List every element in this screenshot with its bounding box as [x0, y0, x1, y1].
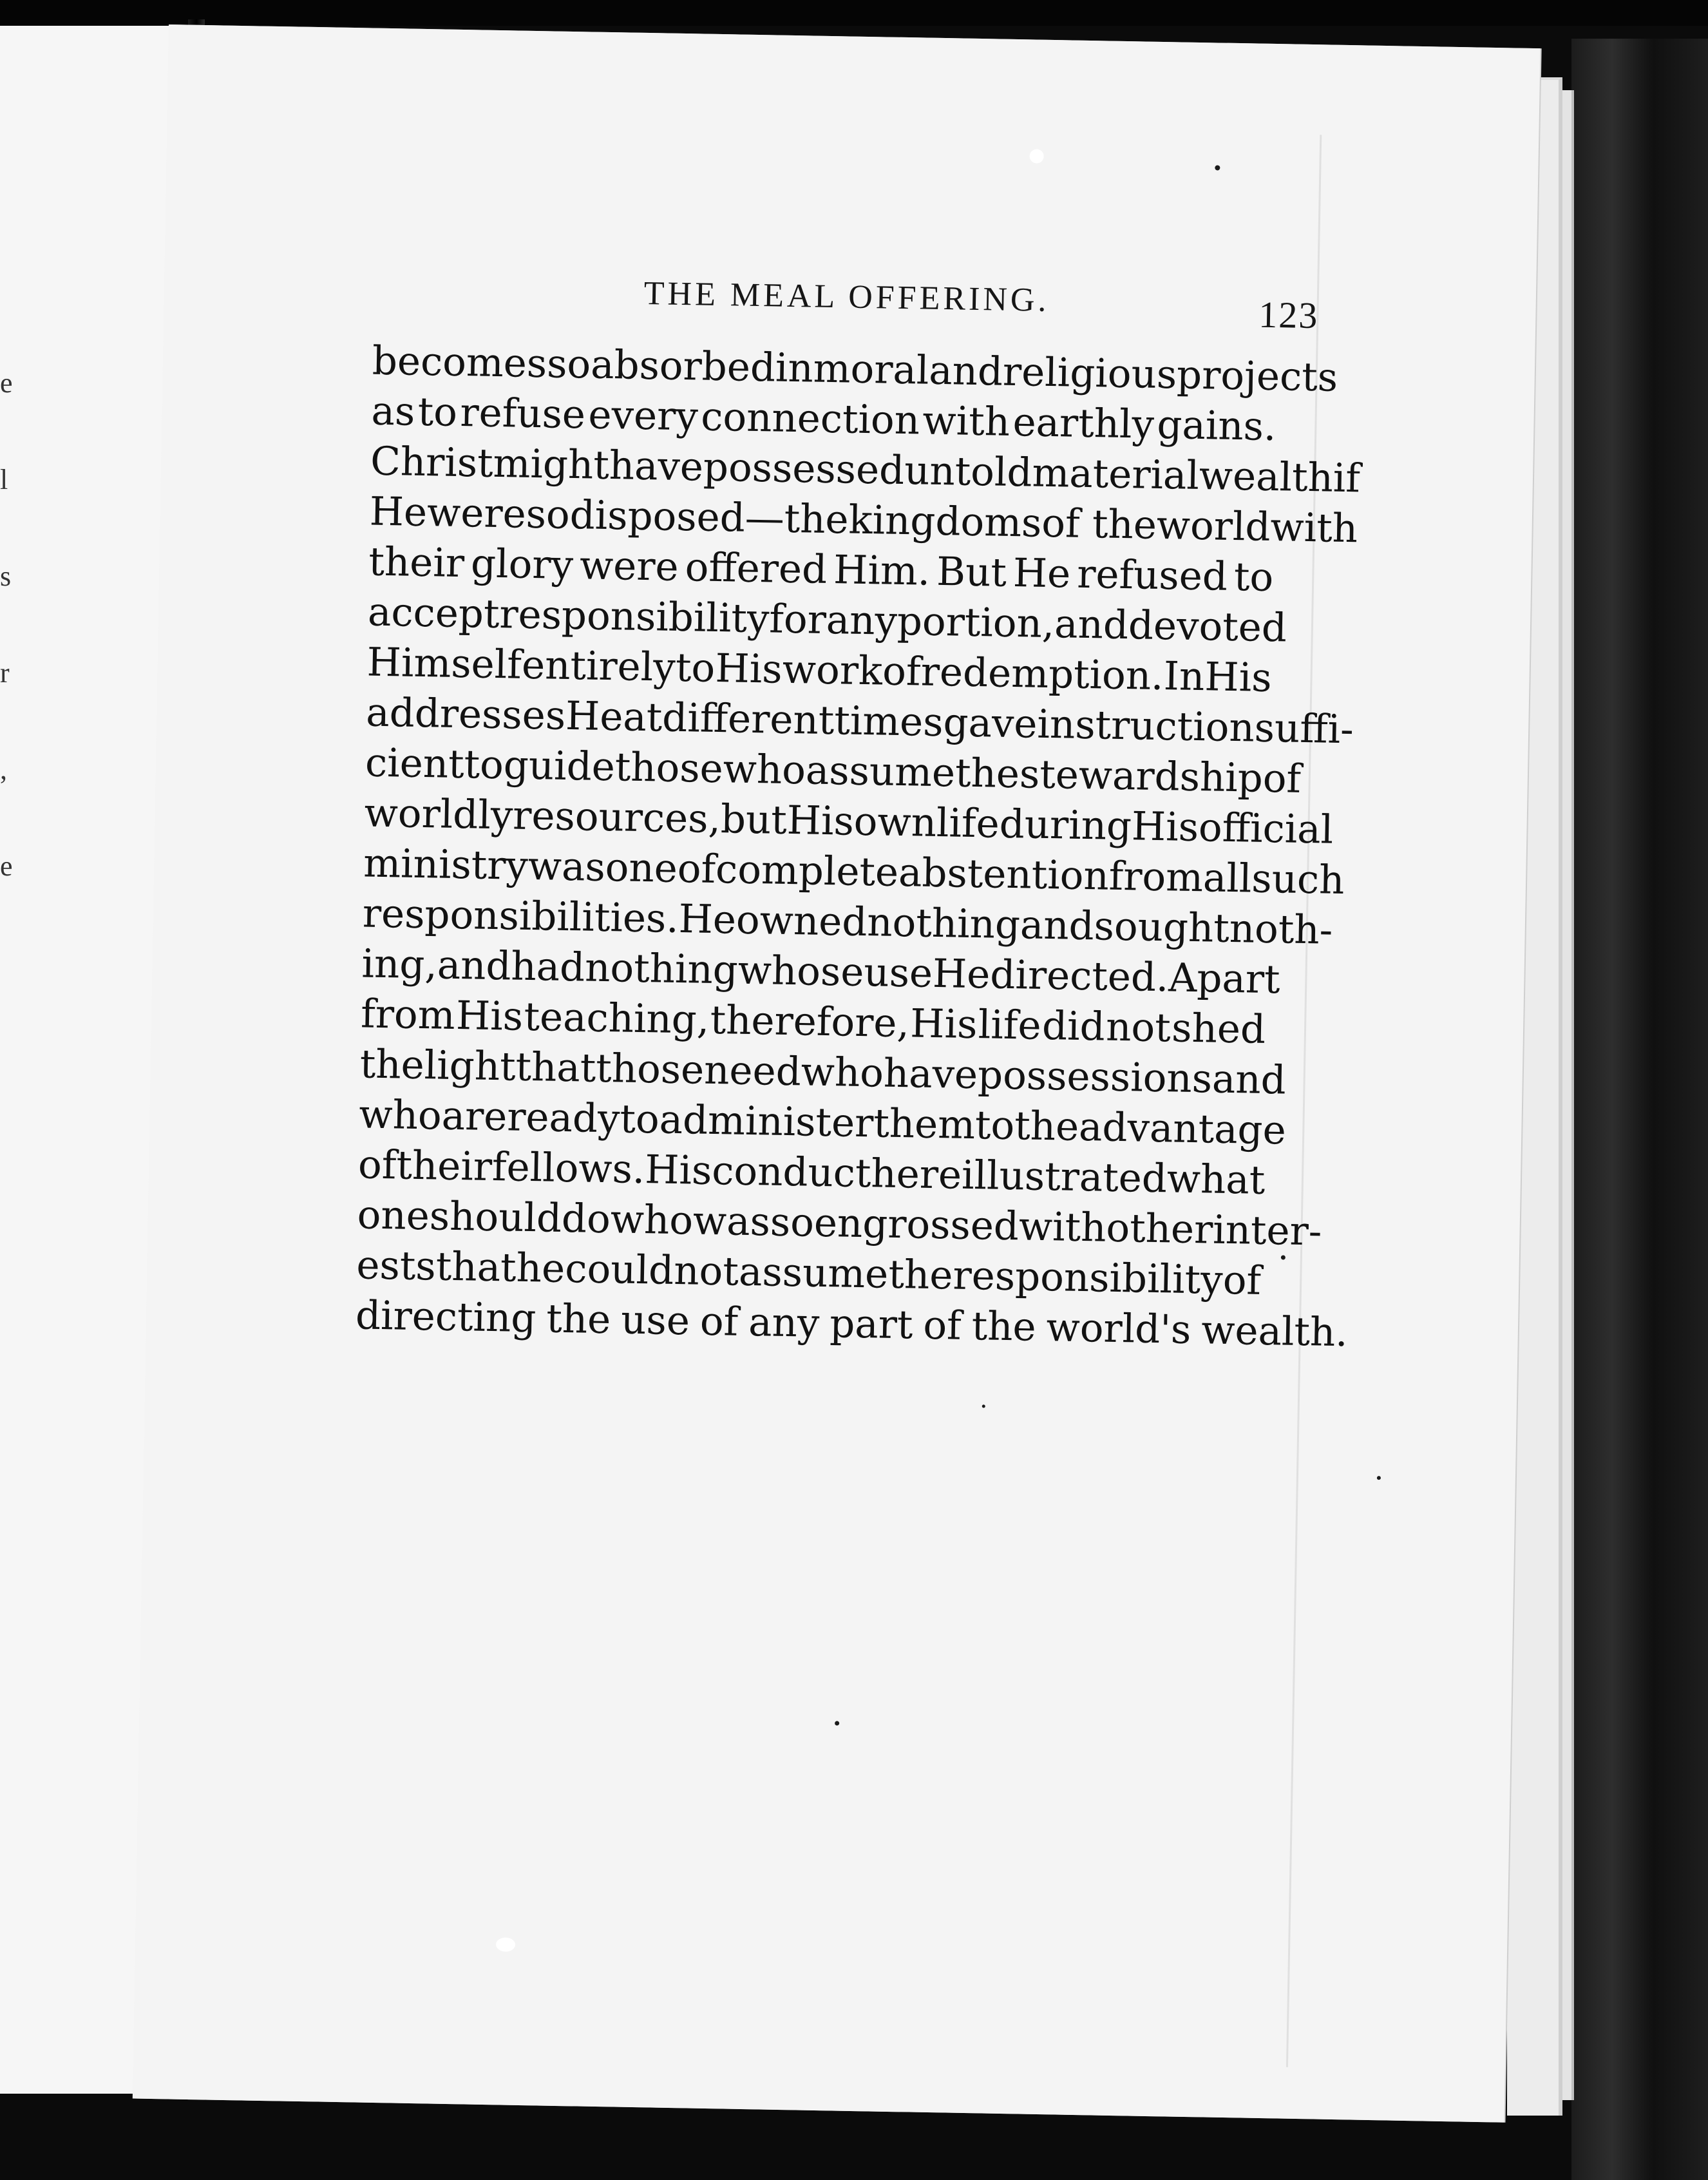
word: religious — [1002, 349, 1177, 398]
word: possessed — [703, 444, 905, 494]
word: and — [1020, 902, 1095, 950]
word: instruction — [1036, 701, 1255, 751]
word: abstention — [898, 849, 1110, 899]
word: guide — [503, 742, 616, 790]
word: shed — [1171, 1005, 1266, 1053]
word: of — [699, 1298, 739, 1345]
word: addresses — [365, 689, 566, 739]
word: as — [370, 388, 415, 435]
word: moral — [813, 345, 929, 394]
word: from — [360, 991, 456, 1038]
word: were — [579, 542, 679, 590]
word: inter- — [1212, 1207, 1323, 1255]
word: wealth — [1199, 453, 1334, 501]
word: different — [661, 694, 835, 744]
word: not — [673, 1247, 739, 1295]
word: directed. — [989, 951, 1170, 1001]
word: for — [768, 596, 827, 643]
word: with — [1269, 504, 1358, 552]
word: to — [675, 644, 716, 691]
word: the — [359, 1041, 425, 1089]
word: part — [829, 1301, 914, 1348]
word: who — [723, 746, 806, 794]
word: he — [516, 1245, 565, 1292]
word: He — [565, 693, 624, 740]
word: responsibility — [498, 591, 770, 642]
word: have — [609, 443, 704, 490]
word: and — [437, 942, 512, 990]
word: what — [1166, 1156, 1266, 1203]
word: so — [526, 491, 571, 538]
word: resources, — [512, 792, 721, 843]
word: who — [610, 1196, 694, 1244]
word: who — [358, 1091, 442, 1139]
word: untold — [904, 448, 1033, 496]
word: other — [1105, 1205, 1213, 1253]
word: His — [1131, 803, 1199, 851]
word: could — [564, 1246, 674, 1294]
word: of — [922, 1302, 962, 1349]
left-page-edge-glyphs — [0, 335, 13, 915]
word: so — [546, 341, 591, 388]
word: the — [887, 1251, 954, 1299]
word: one — [357, 1192, 430, 1239]
word: His — [644, 1147, 712, 1194]
left-edge-glyph: s — [0, 560, 12, 592]
word: Himself — [366, 639, 522, 688]
word: work — [782, 646, 883, 694]
word: owned — [735, 897, 868, 946]
left-edge-glyph: l — [0, 464, 8, 495]
word: ready — [506, 1094, 621, 1142]
word: world's — [1045, 1305, 1191, 1353]
word: His — [909, 1000, 978, 1048]
word: of — [882, 648, 922, 695]
word: fellows. — [491, 1144, 645, 1193]
word: complete — [715, 846, 899, 895]
word: But — [936, 548, 1007, 596]
word: but — [720, 796, 788, 843]
word: responsibility — [953, 1252, 1224, 1303]
book-cover-edge — [1571, 39, 1708, 2180]
word: one — [605, 845, 678, 892]
running-head — [164, 266, 1536, 341]
word: assume — [738, 1248, 889, 1297]
word: have — [883, 1050, 978, 1098]
word: from — [1108, 853, 1204, 901]
word: noth- — [1229, 905, 1333, 953]
word: of — [357, 1142, 397, 1189]
word: Christ — [370, 438, 494, 486]
print-speck — [1281, 1255, 1286, 1259]
word: directing — [355, 1292, 536, 1342]
word: to — [417, 388, 458, 435]
word: all — [1202, 855, 1253, 902]
word: cient — [365, 740, 465, 788]
word: every — [587, 392, 699, 440]
word: light — [424, 1042, 517, 1090]
word: responsibilities. — [362, 890, 679, 942]
paper-blemish — [1029, 149, 1043, 163]
word: in — [775, 345, 814, 392]
word: are — [441, 1093, 508, 1140]
word: to — [463, 741, 504, 789]
word: His — [786, 797, 855, 845]
word: did — [1041, 1002, 1106, 1050]
word: and — [1211, 1056, 1287, 1104]
word: should — [429, 1193, 562, 1241]
word: here — [870, 1151, 962, 1198]
word: those — [614, 744, 724, 792]
word: stewardship — [1019, 751, 1264, 801]
word: nothing — [866, 899, 1021, 948]
word: material — [1031, 450, 1200, 499]
word: refuse — [459, 389, 586, 438]
word: whose — [737, 947, 865, 996]
word: ing, — [361, 941, 438, 988]
word: engrossed — [813, 1200, 1020, 1250]
word: was — [527, 843, 606, 891]
word: and — [1054, 601, 1129, 649]
word: at — [622, 694, 663, 741]
word: gave — [942, 700, 1038, 747]
word: administer — [659, 1096, 874, 1147]
word: wealth. — [1200, 1307, 1349, 1356]
word: official — [1198, 805, 1334, 853]
word: who — [801, 1049, 884, 1096]
word: that — [435, 1243, 517, 1291]
word: their — [368, 539, 465, 587]
word: offered — [685, 544, 828, 593]
word: assume — [805, 747, 956, 796]
word: gains. — [1156, 401, 1276, 450]
word: had — [510, 943, 585, 991]
word: devoted — [1128, 602, 1287, 651]
left-edge-glyph: e — [0, 850, 13, 882]
word: to — [1233, 554, 1274, 601]
word: Him. — [833, 547, 931, 595]
word: nothing — [584, 944, 739, 993]
word: the — [954, 750, 1020, 798]
word: such — [1251, 856, 1345, 904]
word: kingdoms — [848, 497, 1042, 546]
word: do — [561, 1195, 611, 1243]
word: the — [546, 1296, 611, 1343]
word: possessions — [977, 1052, 1213, 1102]
word: His — [1204, 654, 1273, 702]
word: projects — [1176, 352, 1338, 401]
word: ests — [356, 1242, 437, 1290]
print-speck — [835, 1721, 839, 1725]
word: redemption. — [920, 649, 1164, 700]
word: any — [748, 1299, 820, 1346]
word: and — [928, 347, 1003, 395]
word: portion, — [897, 598, 1055, 647]
word: the — [971, 1303, 1037, 1350]
word: advantage — [1078, 1104, 1287, 1154]
left-edge-glyph: , — [0, 754, 7, 785]
word: life — [978, 1002, 1042, 1049]
word: accept — [367, 589, 500, 638]
word: with — [922, 397, 1011, 445]
print-speck — [1377, 1476, 1381, 1480]
word: if — [1333, 455, 1361, 502]
word: connection — [700, 394, 920, 444]
word: of — [1222, 1257, 1262, 1304]
word: He — [1012, 550, 1071, 597]
word: suffi- — [1254, 705, 1354, 753]
book-page — [133, 24, 1541, 2123]
word: absorbed — [590, 341, 776, 391]
word: ministry — [363, 840, 529, 889]
word: of the — [1041, 500, 1157, 548]
word: therefore, — [710, 997, 910, 1047]
word: times — [833, 698, 944, 746]
word: were — [426, 490, 527, 537]
word: their — [395, 1142, 493, 1190]
paper-shadow-line — [1286, 135, 1322, 2067]
word: them — [873, 1100, 976, 1149]
word: own — [853, 798, 937, 846]
word: refused — [1076, 551, 1228, 600]
word: becomes — [372, 338, 547, 387]
word: use — [620, 1297, 690, 1344]
word: His — [455, 993, 524, 1040]
word: not — [1105, 1004, 1172, 1051]
word: earthly — [1012, 399, 1155, 448]
word: Apart — [1168, 955, 1281, 1003]
word: so — [770, 1199, 815, 1246]
word: with — [1018, 1203, 1107, 1251]
word: any — [826, 597, 898, 644]
body-text — [355, 336, 1361, 1357]
running-head-title: THE MEAL OFFERING. — [643, 274, 1050, 319]
word: to — [619, 1096, 660, 1143]
word: was — [692, 1198, 771, 1245]
word: to — [974, 1102, 1015, 1149]
word: the — [1014, 1103, 1079, 1150]
word: might — [493, 440, 610, 489]
scan-top-border — [0, 0, 1708, 26]
word: conduct — [711, 1147, 872, 1197]
word: He — [369, 488, 428, 536]
word: illustrated — [961, 1152, 1168, 1202]
word: He — [678, 896, 737, 943]
left-edge-glyph: e — [0, 367, 13, 399]
word: teaching, — [523, 993, 710, 1043]
page-number: 123 — [1258, 293, 1319, 337]
word: during — [999, 801, 1132, 850]
word: need — [703, 1047, 802, 1095]
word: disposed—the — [569, 492, 849, 543]
left-edge-glyph: r — [0, 657, 10, 689]
word: In — [1163, 653, 1205, 700]
word: His — [714, 645, 783, 693]
word: of — [1262, 755, 1302, 802]
word: sought — [1094, 903, 1230, 951]
word: entirely — [521, 642, 676, 691]
word: worldly — [364, 790, 513, 839]
word: He — [932, 950, 991, 998]
word: that — [515, 1044, 596, 1091]
word: world — [1156, 502, 1271, 550]
paper-blemish — [496, 1937, 515, 1952]
word: of — [677, 845, 716, 893]
print-speck — [982, 1404, 985, 1408]
word: glory — [470, 540, 574, 589]
word: use — [863, 950, 933, 997]
print-speck — [1215, 165, 1220, 170]
word: those — [595, 1045, 705, 1093]
word: life — [936, 799, 1000, 847]
